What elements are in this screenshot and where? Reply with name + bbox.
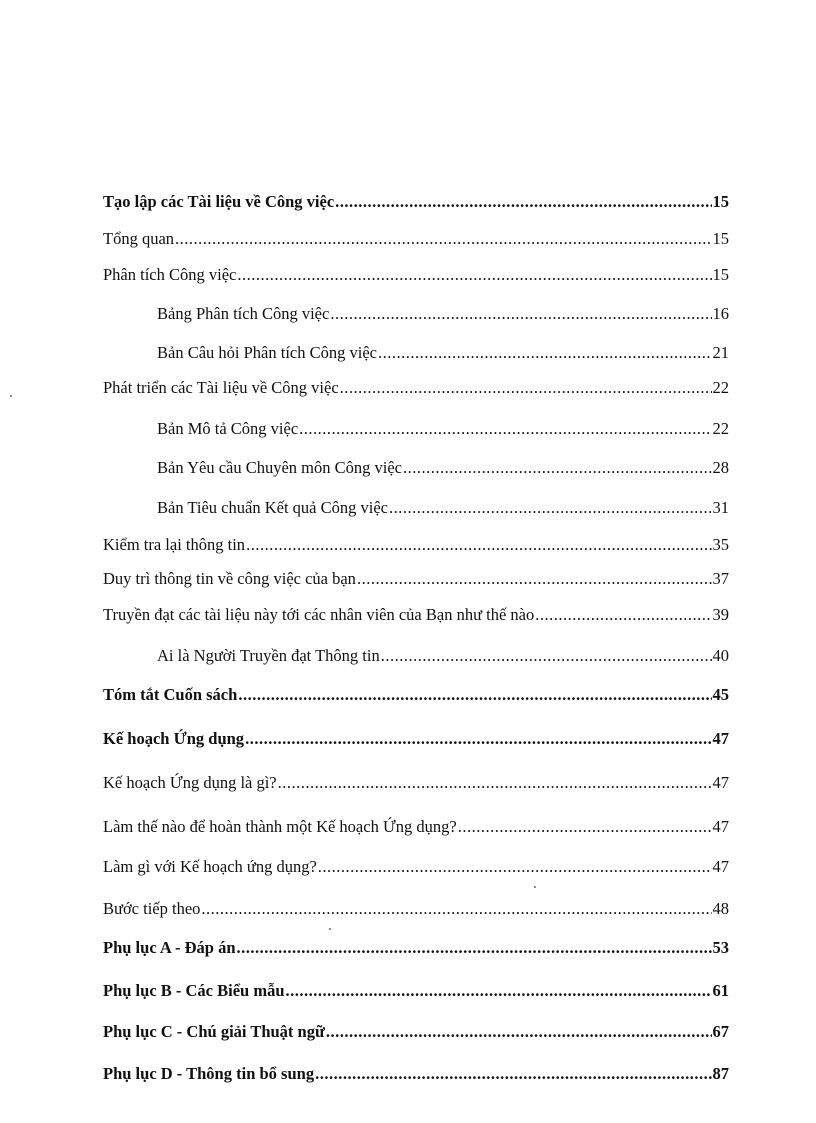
toc-entry-title: Kiểm tra lại thông tin xyxy=(103,535,246,554)
toc-dot-leader xyxy=(381,645,712,667)
toc-entry-title: Bước tiếp theo xyxy=(103,899,201,918)
toc-dot-leader xyxy=(278,772,712,794)
toc-entry-page: 15 xyxy=(712,265,729,284)
toc-entry-page: 87 xyxy=(712,1064,729,1083)
toc-entry-title: Phụ lục C - Chú giải Thuật ngữ xyxy=(103,1022,325,1041)
toc-entry-title: Duy trì thông tin về công việc của bạn xyxy=(103,569,356,588)
toc-entry xyxy=(157,457,729,479)
toc-entry-page: 35 xyxy=(712,535,729,554)
toc-entry-title: Phụ lục A - Đáp án xyxy=(103,938,236,957)
scan-speck xyxy=(10,395,12,397)
toc-entry-page: 48 xyxy=(712,899,729,918)
toc-entry xyxy=(103,937,729,959)
toc-entry-page: 22 xyxy=(712,419,729,438)
toc-dot-leader xyxy=(246,534,711,556)
toc-dot-leader xyxy=(535,604,711,626)
toc-entry xyxy=(103,191,729,213)
toc-dot-leader xyxy=(238,684,711,706)
toc-entry-page: 40 xyxy=(712,646,729,665)
toc-dot-leader xyxy=(237,937,712,959)
toc-entry xyxy=(103,772,729,794)
toc-entry-page: 47 xyxy=(712,857,729,876)
toc-dot-leader xyxy=(335,191,711,213)
toc-entry-page: 47 xyxy=(712,817,729,836)
toc-entry xyxy=(103,980,729,1002)
toc-dot-leader xyxy=(458,816,712,838)
toc-dot-leader xyxy=(403,457,711,479)
toc-entry-title: Bản Câu hỏi Phân tích Công việc xyxy=(157,343,377,362)
toc-dot-leader xyxy=(318,856,712,878)
toc-entry-page: 39 xyxy=(712,605,729,624)
toc-dot-leader xyxy=(245,728,711,750)
toc-entry-title: Tạo lập các Tài liệu về Công việc xyxy=(103,192,335,211)
toc-entry-title: Phụ lục D - Thông tin bổ sung xyxy=(103,1064,315,1083)
toc-entry-page: 31 xyxy=(712,498,729,517)
toc-entry-title: Phát triển các Tài liệu về Công việc xyxy=(103,378,339,397)
toc-entry-page: 15 xyxy=(712,229,729,248)
toc-entry-title: Truyền đạt các tài liệu này tới các nhân viên của Bạn như thế nào xyxy=(103,605,535,624)
toc-dot-leader xyxy=(286,980,712,1002)
toc-entry-page: 47 xyxy=(712,729,729,748)
toc-dot-leader xyxy=(326,1021,712,1043)
toc-entry xyxy=(103,728,729,750)
scan-speck xyxy=(329,928,331,930)
toc-dot-leader xyxy=(201,898,711,920)
toc-entry xyxy=(157,418,729,440)
toc-dot-leader xyxy=(330,303,711,325)
toc-dot-leader xyxy=(237,264,711,286)
toc-entry xyxy=(103,898,729,920)
toc-dot-leader xyxy=(175,228,711,250)
toc-entry-title: Bản Tiêu chuẩn Kết quả Công việc xyxy=(157,498,388,517)
toc-entry-title: Làm thế nào để hoàn thành một Kế hoạch Ứng dụng? xyxy=(103,817,457,836)
toc-entry xyxy=(103,377,729,399)
toc-dot-leader xyxy=(340,377,712,399)
toc-entry xyxy=(103,1063,729,1085)
toc-entry xyxy=(103,856,729,878)
toc-entry xyxy=(103,604,729,626)
scan-speck xyxy=(534,886,536,888)
toc-entry-title: Phân tích Công việc xyxy=(103,265,237,284)
toc-entry xyxy=(103,534,729,556)
toc-entry-page: 22 xyxy=(712,378,729,397)
toc-dot-leader xyxy=(389,497,712,519)
toc-entry-title: Bản Yêu cầu Chuyên môn Công việc xyxy=(157,458,403,477)
toc-entry xyxy=(157,497,729,519)
toc-entry xyxy=(103,228,729,250)
toc-entry xyxy=(103,264,729,286)
toc-dot-leader xyxy=(378,342,712,364)
toc-entry xyxy=(103,684,729,706)
toc-entry-title: Ai là Người Truyền đạt Thông tin xyxy=(157,646,380,665)
toc-entry-page: 15 xyxy=(712,192,729,211)
toc-dot-leader xyxy=(299,418,711,440)
toc-entry xyxy=(103,816,729,838)
toc-entry-title: Làm gì với Kế hoạch ứng dụng? xyxy=(103,857,317,876)
toc-dot-leader xyxy=(357,568,712,590)
toc-entry-page: 37 xyxy=(712,569,729,588)
toc-entry-title: Bản Mô tả Công việc xyxy=(157,419,299,438)
toc-entry-page: 28 xyxy=(712,458,729,477)
toc-entry-page: 45 xyxy=(712,685,729,704)
toc-entry xyxy=(103,1021,729,1043)
toc-entry-title: Phụ lục B - Các Biểu mẫu xyxy=(103,981,285,1000)
toc-dot-leader xyxy=(315,1063,711,1085)
toc-entry-title: Bảng Phân tích Công việc xyxy=(157,304,330,323)
toc-entry-page: 21 xyxy=(712,343,729,362)
toc-entry-page: 47 xyxy=(712,773,729,792)
toc-entry-title: Kế hoạch Ứng dụng xyxy=(103,729,245,748)
toc-entry-page: 67 xyxy=(712,1022,729,1041)
toc-entry xyxy=(103,568,729,590)
toc-entry-page: 16 xyxy=(712,304,729,323)
toc-entry-title: Tổng quan xyxy=(103,229,175,248)
toc-entry-page: 61 xyxy=(712,981,729,1000)
toc-entry xyxy=(157,645,729,667)
toc-entry xyxy=(157,342,729,364)
toc-entry xyxy=(157,303,729,325)
toc-entry-title: Tóm tắt Cuốn sách xyxy=(103,685,238,704)
toc-entry-page: 53 xyxy=(712,938,729,957)
toc-entry-title: Kế hoạch Ứng dụng là gì? xyxy=(103,773,277,792)
